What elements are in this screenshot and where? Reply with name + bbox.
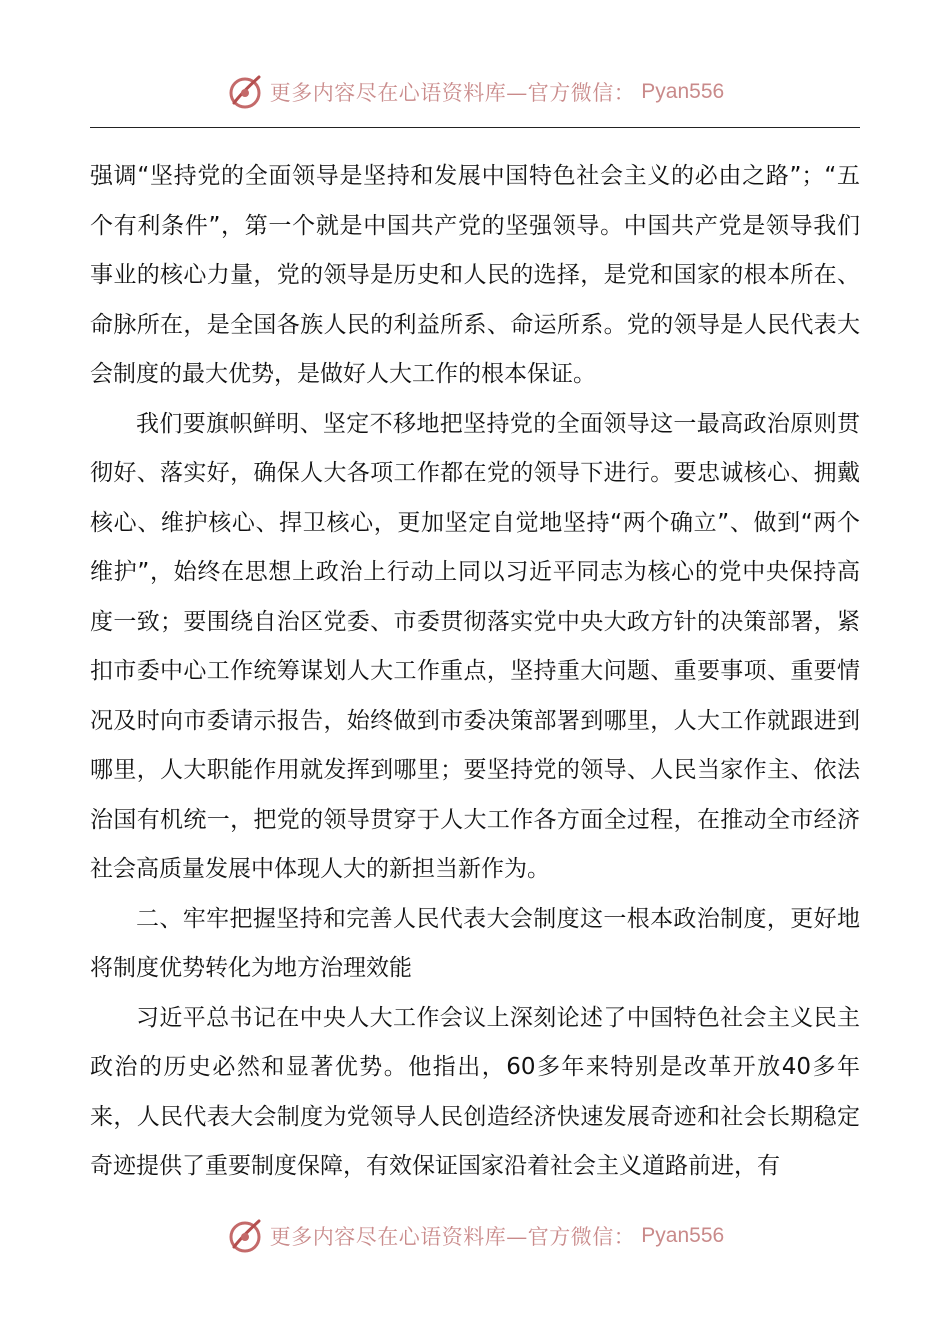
section-heading: 二、牢牢把握坚持和完善人民代表大会制度这一根本政治制度，更好地将制度优势转化为地方治理效能 bbox=[90, 905, 860, 981]
watermark-text: 更多内容尽在心语资料库—官方微信： bbox=[269, 81, 636, 105]
watermark-handle: Pyan556 bbox=[641, 80, 725, 103]
brush-logo-icon bbox=[226, 73, 264, 111]
footer-watermark bbox=[0, 1214, 950, 1258]
watermark-handle: Pyan556 bbox=[641, 1224, 725, 1247]
paragraph: 习近平总书记在中央人大工作会议上深刻论述了中国特色社会主义民主政治的历史必然和显著优势。他指出，60多年来特别是改革开放40多年来，人民代表大会制度为党领导人民创造经济快速发展奇迹和社会长期稳定奇迹提供了重要制度保障，有效保证国家沿着社会主义道路前进，有 bbox=[90, 1004, 860, 1179]
header-divider bbox=[90, 127, 860, 128]
watermark-text: 更多内容尽在心语资料库—官方微信： bbox=[269, 1225, 636, 1249]
paragraph-continued: 强调“坚持党的全面领导是坚持和发展中国特色社会主义的必由之路”；“五个有利条件”，第一个就是中国共产党的坚强领导。中国共产党是领导我们事业的核心力量，党的领导是历史和人民的选择，是党和国家的根本所在、命脉所在，是全国各族人民的利益所系、命运所系。党的领导是人民代表大会制度的最大优势，是做好人大工作的根本保证。 bbox=[90, 163, 860, 387]
paragraph: 我们要旗帜鲜明、坚定不移地把坚持党的全面领导这一最高政治原则贯彻好、落实好，确保人大各项工作都在党的领导下进行。要忠诚核心、拥戴核心、维护核心、捍卫核心，更加坚定自觉地坚持“两个确立”、做到“两个维护”，始终在思想上政治上行动上同以习近平同志为核心的党中央保持高度一致；要围绕自治区党委、市委贯彻落实党中央大政方针的决策部署，紧扣市委中心工作统筹谋划人大工作重点，坚持重大问题、重要事项、重要情况及时向市委请示报告，始终做到市委决策部署到哪里，人大工作就跟进到哪里，人大职能作用就发挥到哪里；要坚持党的领导、人民当家作主、依法治国有机统一，把党的领导贯穿于人大工作各方面全过程，在推动全市经济社会高质量发展中体现人大的新担当新作为。 bbox=[90, 410, 860, 882]
header-watermark bbox=[0, 70, 950, 114]
brush-logo-icon bbox=[226, 1217, 264, 1255]
document-body bbox=[90, 152, 860, 1192]
